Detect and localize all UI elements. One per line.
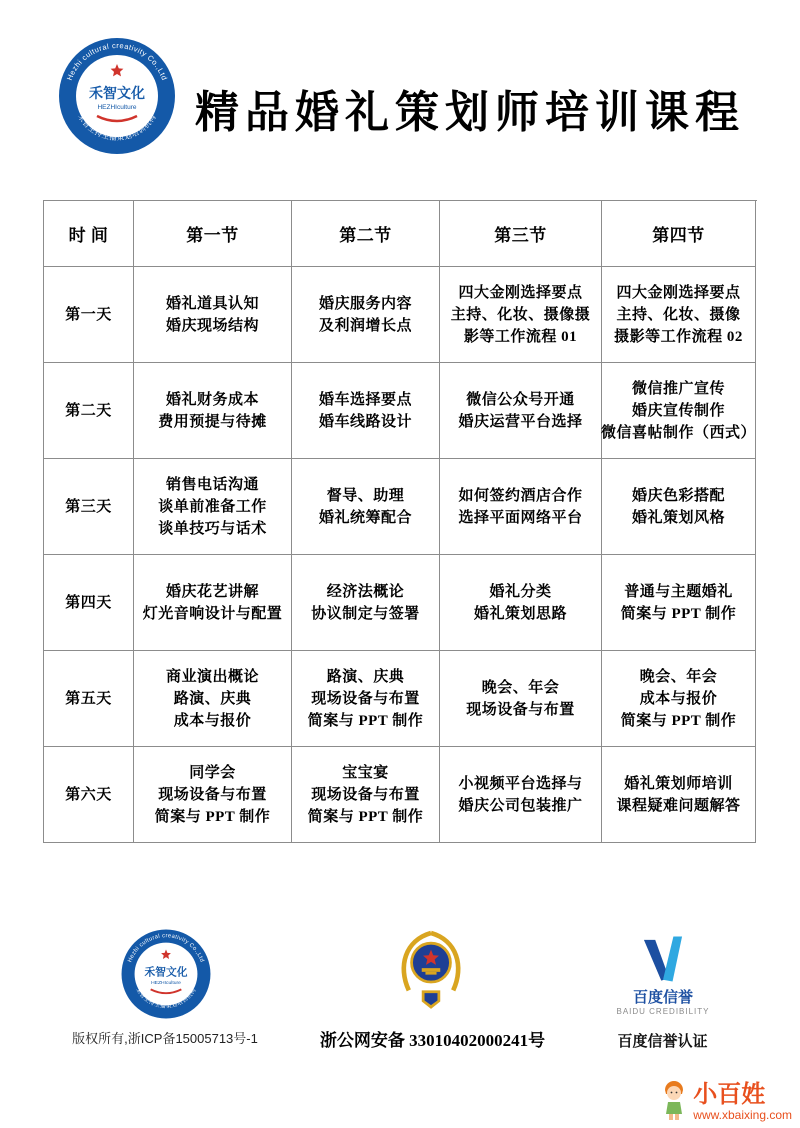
- course-cell-line: 微信公众号开通: [466, 391, 575, 408]
- course-cell-line: 婚礼统筹配合: [318, 509, 412, 526]
- course-cell-line: 路演、庆典: [326, 668, 405, 685]
- course-cell-line: 如何签约酒店合作: [458, 487, 583, 504]
- footer-company-logo: [120, 928, 212, 1020]
- course-cell-line: 谈单技巧与话术: [158, 520, 267, 537]
- course-cell: [602, 267, 756, 363]
- course-cell: [292, 555, 440, 651]
- course-cell-line: 协议制定与签署: [311, 605, 420, 622]
- course-cell-line: 宝宝宴: [342, 764, 389, 781]
- course-cell-line: 经济法概论: [326, 583, 405, 600]
- course-cell: [134, 267, 292, 363]
- course-cell: [292, 651, 440, 747]
- course-cell-line: 婚礼策划风格: [631, 509, 725, 526]
- course-cell-line: 婚庆服务内容: [318, 295, 412, 312]
- table-row: [44, 363, 757, 459]
- course-cell: [134, 363, 292, 459]
- course-cell-line: 简案与 PPT 制作: [620, 712, 737, 729]
- day-label: 第五天: [44, 651, 134, 747]
- course-cell-line: 摄影等工作流程 02: [614, 328, 743, 345]
- day-label: 第四天: [44, 555, 134, 651]
- course-cell-line: 婚礼分类: [489, 583, 552, 600]
- course-cell: [134, 651, 292, 747]
- course-cell-line: 婚车选择要点: [318, 391, 412, 408]
- course-cell-line: 主持、化妆、摄像: [616, 306, 741, 323]
- course-cell-line: 婚车线路设计: [318, 413, 412, 430]
- baidu-credibility-block: [608, 934, 718, 1016]
- course-cell-line: 成本与报价: [639, 690, 718, 707]
- page-title: 精品婚礼策划师培训课程: [195, 88, 745, 137]
- course-cell-line: 现场设备与布置: [311, 786, 420, 803]
- column-header: 第一节: [134, 201, 292, 267]
- course-cell: [440, 555, 602, 651]
- course-cell-line: 主持、化妆、摄像摄: [450, 306, 591, 323]
- course-cell: [440, 747, 602, 843]
- course-cell-line: 销售电话沟通: [165, 476, 259, 493]
- column-header: 第三节: [440, 201, 602, 267]
- course-cell-line: 灯光音响设计与配置: [142, 605, 283, 622]
- copyright-text: 版权所有,浙ICP备15005713号-1: [72, 1031, 258, 1046]
- course-cell-line: 婚庆现场结构: [165, 317, 259, 334]
- course-cell: [292, 747, 440, 843]
- footer-logo-arc-top-text: Hezhi cultural creativity Co.,Ltd: [127, 933, 205, 964]
- course-cell-line: 简案与 PPT 制作: [307, 808, 424, 825]
- course-cell-line: 影等工作流程 01: [463, 328, 578, 345]
- course-cell-line: 婚庆宣传制作: [631, 402, 725, 419]
- course-cell-line: 现场设备与布置: [158, 786, 267, 803]
- course-cell-line: 婚庆花艺讲解: [165, 583, 259, 600]
- footer-logo-center-en: HEZHIculture: [151, 979, 181, 986]
- course-cell-line: 谈单前准备工作: [158, 498, 267, 515]
- day-label: 第二天: [44, 363, 134, 459]
- watermark-site-url: www.xbaixing.com: [693, 1108, 792, 1122]
- course-cell-line: 商业演出概论: [165, 668, 259, 685]
- course-cell: [602, 555, 756, 651]
- course-cell-line: 简案与 PPT 制作: [154, 808, 271, 825]
- course-cell: [292, 267, 440, 363]
- table-row: [44, 747, 757, 843]
- logo-arc-top-text: Hezhi cultural creativity Co.,Ltd: [64, 40, 170, 82]
- table-row: [44, 651, 757, 747]
- police-record-text: 浙公网安备 33010402000241号: [319, 1031, 546, 1050]
- course-cell: [134, 555, 292, 651]
- course-cell: [602, 459, 756, 555]
- course-cell: [440, 459, 602, 555]
- watermark-person-icon: [659, 1080, 689, 1122]
- course-cell-line: 婚礼策划思路: [473, 605, 567, 622]
- day-label: 第一天: [44, 267, 134, 363]
- course-cell-line: 婚礼财务成本: [165, 391, 259, 408]
- column-header: 第二节: [292, 201, 440, 267]
- course-cell-line: 婚庆公司包装推广: [458, 797, 583, 814]
- course-cell: [602, 747, 756, 843]
- footer-logo-center-cn: 禾智文化: [144, 966, 188, 979]
- course-cell-line: 普通与主题婚礼: [624, 583, 733, 600]
- course-table-body: [44, 267, 757, 843]
- course-cell-line: 婚礼道具认知: [165, 295, 259, 312]
- table-row: [44, 459, 757, 555]
- course-cell-line: 及利润增长点: [318, 317, 412, 334]
- baidu-cert-text: 百度信誉认证: [617, 1034, 708, 1050]
- course-cell-line: 简案与 PPT 制作: [307, 712, 424, 729]
- course-cell: [440, 363, 602, 459]
- course-cell: [602, 363, 756, 459]
- company-logo: [57, 36, 177, 156]
- course-cell-line: 微信推广宣传: [631, 380, 725, 397]
- column-header: 第四节: [602, 201, 756, 267]
- police-badge-icon: [394, 922, 468, 1018]
- table-row: [44, 555, 757, 651]
- course-cell-line: 晚会、年会: [639, 668, 718, 685]
- day-label: 第六天: [44, 747, 134, 843]
- course-cell-line: 婚庆运营平台选择: [458, 413, 583, 430]
- course-cell: [292, 459, 440, 555]
- day-label: 第三天: [44, 459, 134, 555]
- table-header-row: [44, 201, 757, 267]
- course-cell-line: 婚庆色彩搭配: [631, 487, 725, 504]
- column-header: 时 间: [44, 201, 134, 267]
- baidu-name-en: BAIDU CREDIBILITY: [616, 1007, 710, 1016]
- course-table: [43, 200, 757, 843]
- course-cell: [134, 459, 292, 555]
- course-cell: [440, 267, 602, 363]
- course-cell: [440, 651, 602, 747]
- course-cell-line: 微信喜帖制作（西式）: [601, 424, 757, 441]
- course-cell-line: 四大金刚选择要点: [458, 284, 583, 301]
- logo-center-en: HEZHIculture: [97, 104, 137, 111]
- course-cell-line: 现场设备与布置: [311, 690, 420, 707]
- course-cell-line: 婚礼策划师培训: [624, 775, 733, 792]
- course-cell-line: 同学会: [189, 764, 236, 781]
- course-cell-line: 现场设备与布置: [466, 701, 575, 718]
- course-cell-line: 四大金刚选择要点: [616, 284, 741, 301]
- site-watermark: [659, 1080, 792, 1122]
- course-cell-line: 晚会、年会: [481, 679, 560, 696]
- course-cell-line: 简案与 PPT 制作: [620, 605, 737, 622]
- course-cell: [292, 363, 440, 459]
- baidu-credibility-icon: [637, 934, 689, 984]
- course-cell-line: 选择平面网络平台: [458, 509, 583, 526]
- logo-arc-bottom-text: 禾智主持主播策划培训机构: [76, 112, 158, 143]
- table-row: [44, 267, 757, 363]
- footer-logo-arc-bottom-text: 禾智主持主播策划培训机构: [134, 987, 198, 1010]
- course-cell-line: 成本与报价: [173, 712, 252, 729]
- course-cell: [602, 651, 756, 747]
- watermark-site-name: 小百姓: [693, 1081, 766, 1108]
- course-cell-line: 课程疑难问题解答: [616, 797, 741, 814]
- course-cell-line: 费用预提与待摊: [158, 413, 267, 430]
- baidu-name-cn: 百度信誉: [632, 989, 693, 1006]
- course-cell: [134, 747, 292, 843]
- course-cell-line: 小视频平台选择与: [458, 775, 583, 792]
- course-cell-line: 督导、助理: [326, 487, 405, 504]
- logo-center-cn: 禾智文化: [89, 85, 145, 101]
- course-cell-line: 路演、庆典: [173, 690, 252, 707]
